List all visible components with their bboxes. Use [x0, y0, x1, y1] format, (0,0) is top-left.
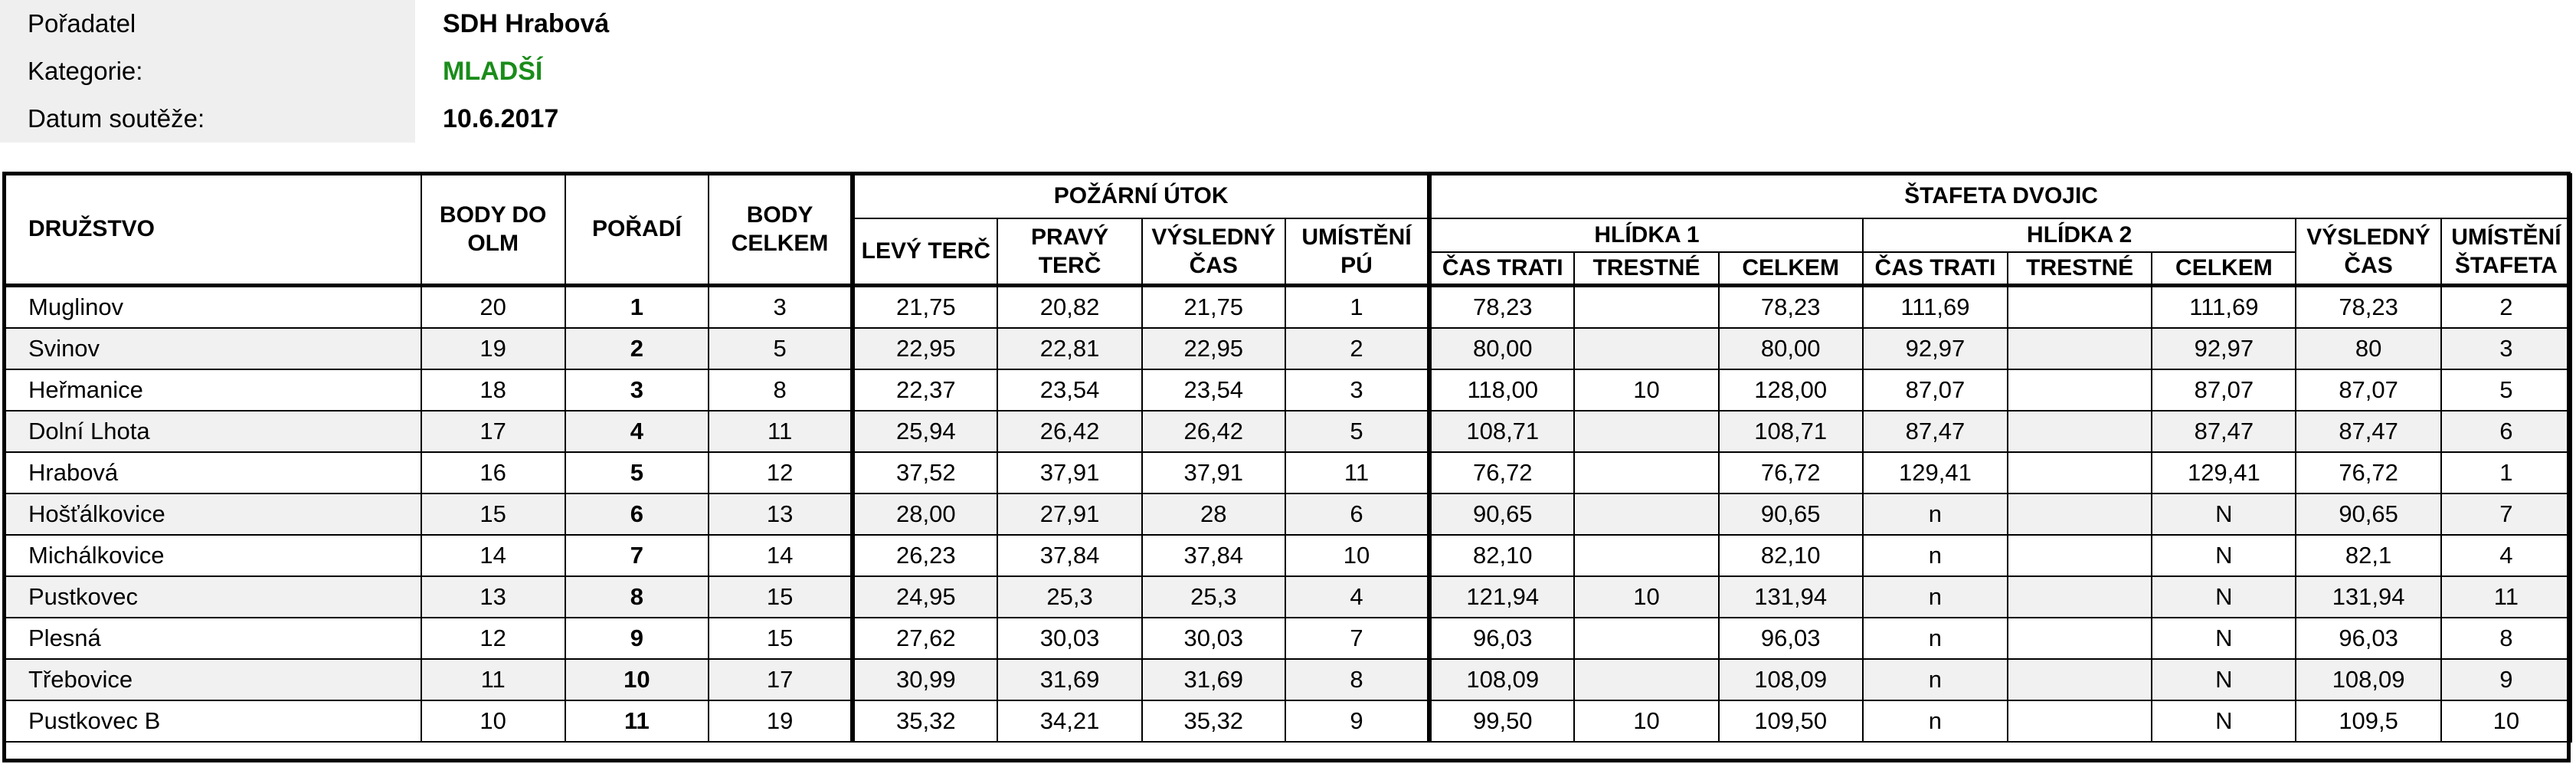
cell-levy-terc: 22,95: [853, 328, 997, 369]
cell-vysledny-cas: 25,3: [1142, 576, 1285, 618]
category-label: Kategorie:: [0, 48, 415, 95]
cell-vysledny-cas: 37,84: [1142, 535, 1285, 576]
cell-h2-cas-trati: n: [1863, 700, 2008, 742]
cell-h1-celkem: 128,00: [1719, 369, 1863, 411]
cell-stafeta-vysledny-cas: 76,72: [2296, 452, 2440, 493]
cell-body-olm: 15: [421, 493, 565, 535]
header-umisteni-stafeta: UMÍSTĚNÍ ŠTAFETA: [2441, 218, 2571, 286]
table-row: [5, 493, 2571, 535]
cell-poradi: 4: [565, 411, 709, 452]
cell-h2-cas-trati: n: [1863, 535, 2008, 576]
cell-team: Pustkovec: [5, 576, 421, 618]
cell-umisteni-stafeta: 4: [2441, 535, 2571, 576]
cell-poradi: 5: [565, 452, 709, 493]
cell-pravy-terc: 25,3: [997, 576, 1141, 618]
cell-poradi: 9: [565, 618, 709, 659]
cell-umisteni-stafeta: 3: [2441, 328, 2571, 369]
cell-h2-cas-trati: 92,97: [1863, 328, 2008, 369]
cell-body-olm: 11: [421, 659, 565, 700]
cell-stafeta-vysledny-cas: 109,5: [2296, 700, 2440, 742]
cell-h2-cas-trati: n: [1863, 576, 2008, 618]
cell-h2-cas-trati: 111,69: [1863, 286, 2008, 329]
cell-h1-trestne: [1574, 411, 1718, 452]
cell-poradi: 10: [565, 659, 709, 700]
cell-h1-trestne: [1574, 286, 1718, 329]
competition-info: [0, 0, 628, 143]
header-h1-cas-trati: ČAS TRATI: [1429, 252, 1574, 286]
cell-h1-trestne: [1574, 328, 1718, 369]
cell-umisteni-pu: 11: [1285, 452, 1429, 493]
cell-body-olm: 14: [421, 535, 565, 576]
cell-team: Michálkovice: [5, 535, 421, 576]
cell-levy-terc: 37,52: [853, 452, 997, 493]
cell-pravy-terc: 37,91: [997, 452, 1141, 493]
cell-h1-trestne: 10: [1574, 576, 1718, 618]
cell-umisteni-stafeta: 6: [2441, 411, 2571, 452]
cell-h2-cas-trati: n: [1863, 493, 2008, 535]
table-row: [5, 618, 2571, 659]
cell-stafeta-vysledny-cas: 131,94: [2296, 576, 2440, 618]
cell-h1-trestne: 10: [1574, 369, 1718, 411]
cell-levy-terc: 35,32: [853, 700, 997, 742]
cell-h2-cas-trati: 87,47: [1863, 411, 2008, 452]
cell-h1-trestne: [1574, 452, 1718, 493]
cell-poradi: 7: [565, 535, 709, 576]
cell-h1-celkem: 108,71: [1719, 411, 1863, 452]
cell-h1-celkem: 90,65: [1719, 493, 1863, 535]
header-stafeta-dvojic: ŠTAFETA DVOJIC: [1429, 174, 2571, 218]
cell-team: Třebovice: [5, 659, 421, 700]
cell-h2-celkem: N: [2152, 493, 2296, 535]
cell-pravy-terc: 26,42: [997, 411, 1141, 452]
cell-h2-trestne: [2008, 411, 2152, 452]
cell-h2-trestne: [2008, 576, 2152, 618]
header-stafeta-vysledny-cas: VÝSLEDNÝ ČAS: [2296, 218, 2440, 286]
cell-team: Hošťálkovice: [5, 493, 421, 535]
cell-h1-celkem: 108,09: [1719, 659, 1863, 700]
cell-body-olm: 10: [421, 700, 565, 742]
cell-umisteni-pu: 2: [1285, 328, 1429, 369]
cell-body-celkem: 15: [709, 618, 853, 659]
header-h2-cas-trati: ČAS TRATI: [1863, 252, 2008, 286]
cell-team: Pustkovec B: [5, 700, 421, 742]
date-value: 10.6.2017: [443, 103, 559, 133]
cell-team: Dolní Lhota: [5, 411, 421, 452]
cell-umisteni-pu: 6: [1285, 493, 1429, 535]
cell-h2-trestne: [2008, 369, 2152, 411]
cell-umisteni-pu: 1: [1285, 286, 1429, 329]
cell-h1-celkem: 82,10: [1719, 535, 1863, 576]
cell-h2-trestne: [2008, 700, 2152, 742]
cell-h1-celkem: 131,94: [1719, 576, 1863, 618]
cell-h1-trestne: [1574, 618, 1718, 659]
cell-team: Svinov: [5, 328, 421, 369]
cell-stafeta-vysledny-cas: 96,03: [2296, 618, 2440, 659]
cell-h1-cas-trati: 108,09: [1429, 659, 1574, 700]
cell-umisteni-stafeta: 2: [2441, 286, 2571, 329]
header-poradi: POŘADÍ: [565, 174, 709, 286]
header-pravy-terc: PRAVÝ TERČ: [997, 218, 1141, 286]
cell-umisteni-stafeta: 1: [2441, 452, 2571, 493]
table-row: [5, 328, 2571, 369]
cell-vysledny-cas: 35,32: [1142, 700, 1285, 742]
cell-umisteni-stafeta: 7: [2441, 493, 2571, 535]
header-body-olm: BODY DO OLM: [421, 174, 565, 286]
cell-h1-trestne: [1574, 535, 1718, 576]
cell-h2-celkem: N: [2152, 535, 2296, 576]
cell-levy-terc: 24,95: [853, 576, 997, 618]
cell-h2-celkem: 87,07: [2152, 369, 2296, 411]
cell-body-olm: 16: [421, 452, 565, 493]
cell-umisteni-stafeta: 8: [2441, 618, 2571, 659]
cell-h1-trestne: [1574, 659, 1718, 700]
cell-levy-terc: 21,75: [853, 286, 997, 329]
cell-umisteni-pu: 7: [1285, 618, 1429, 659]
cell-h1-trestne: 10: [1574, 700, 1718, 742]
cell-body-olm: 17: [421, 411, 565, 452]
cell-body-celkem: 17: [709, 659, 853, 700]
cell-umisteni-pu: 9: [1285, 700, 1429, 742]
cell-body-celkem: 5: [709, 328, 853, 369]
header-pozarni-utok: POŽÁRNÍ ÚTOK: [853, 174, 1429, 218]
header-team: DRUŽSTVO: [5, 174, 421, 286]
cell-umisteni-stafeta: 5: [2441, 369, 2571, 411]
cell-h1-cas-trati: 108,71: [1429, 411, 1574, 452]
organizer-label: Pořadatel: [0, 0, 415, 48]
cell-body-celkem: 13: [709, 493, 853, 535]
cell-levy-terc: 26,23: [853, 535, 997, 576]
cell-h2-celkem: N: [2152, 659, 2296, 700]
cell-h2-trestne: [2008, 328, 2152, 369]
cell-h2-celkem: 129,41: [2152, 452, 2296, 493]
cell-vysledny-cas: 28: [1142, 493, 1285, 535]
cell-h2-celkem: N: [2152, 700, 2296, 742]
cell-body-olm: 18: [421, 369, 565, 411]
cell-body-celkem: 14: [709, 535, 853, 576]
cell-h1-cas-trati: 78,23: [1429, 286, 1574, 329]
cell-pravy-terc: 31,69: [997, 659, 1141, 700]
cell-vysledny-cas: 21,75: [1142, 286, 1285, 329]
table-row: [5, 700, 2571, 742]
organizer-row: [0, 0, 628, 48]
cell-h1-cas-trati: 82,10: [1429, 535, 1574, 576]
cell-h1-cas-trati: 96,03: [1429, 618, 1574, 659]
cell-h2-cas-trati: 129,41: [1863, 452, 2008, 493]
cell-h2-cas-trati: n: [1863, 659, 2008, 700]
cell-body-celkem: 8: [709, 369, 853, 411]
organizer-value: SDH Hrabová: [443, 8, 610, 38]
category-row: [0, 48, 628, 95]
cell-h2-cas-trati: n: [1863, 618, 2008, 659]
cell-h2-celkem: N: [2152, 576, 2296, 618]
cell-umisteni-pu: 10: [1285, 535, 1429, 576]
table-row: [5, 576, 2571, 618]
header-h2-celkem: CELKEM: [2152, 252, 2296, 286]
cell-pravy-terc: 37,84: [997, 535, 1141, 576]
cell-umisteni-pu: 8: [1285, 659, 1429, 700]
cell-h1-celkem: 109,50: [1719, 700, 1863, 742]
cell-stafeta-vysledny-cas: 87,47: [2296, 411, 2440, 452]
cell-body-celkem: 12: [709, 452, 853, 493]
cell-h1-cas-trati: 121,94: [1429, 576, 1574, 618]
header-hlidka1: HLÍDKA 1: [1429, 218, 1863, 252]
cell-vysledny-cas: 30,03: [1142, 618, 1285, 659]
cell-umisteni-pu: 4: [1285, 576, 1429, 618]
cell-stafeta-vysledny-cas: 80: [2296, 328, 2440, 369]
cell-levy-terc: 22,37: [853, 369, 997, 411]
cell-h2-celkem: 87,47: [2152, 411, 2296, 452]
cell-body-olm: 12: [421, 618, 565, 659]
cell-umisteni-pu: 5: [1285, 411, 1429, 452]
cell-stafeta-vysledny-cas: 87,07: [2296, 369, 2440, 411]
cell-vysledny-cas: 31,69: [1142, 659, 1285, 700]
cell-h1-cas-trati: 99,50: [1429, 700, 1574, 742]
cell-team: Plesná: [5, 618, 421, 659]
date-label: Datum soutěže:: [0, 95, 415, 143]
cell-h1-celkem: 96,03: [1719, 618, 1863, 659]
cell-pravy-terc: 27,91: [997, 493, 1141, 535]
header-h1-trestne: TRESTNÉ: [1574, 252, 1718, 286]
cell-pravy-terc: 22,81: [997, 328, 1141, 369]
cell-body-celkem: 19: [709, 700, 853, 742]
cell-pravy-terc: 30,03: [997, 618, 1141, 659]
cell-h1-cas-trati: 90,65: [1429, 493, 1574, 535]
cell-h2-trestne: [2008, 286, 2152, 329]
cell-h1-celkem: 78,23: [1719, 286, 1863, 329]
cell-h2-celkem: 92,97: [2152, 328, 2296, 369]
cell-stafeta-vysledny-cas: 78,23: [2296, 286, 2440, 329]
cell-umisteni-stafeta: 10: [2441, 700, 2571, 742]
category-value: MLADŠÍ: [443, 56, 543, 86]
table-row: [5, 452, 2571, 493]
cell-h1-cas-trati: 118,00: [1429, 369, 1574, 411]
table-row: [5, 659, 2571, 700]
header-h1-celkem: CELKEM: [1719, 252, 1863, 286]
header-hlidka2: HLÍDKA 2: [1863, 218, 2296, 252]
cell-pravy-terc: 23,54: [997, 369, 1141, 411]
header-levy-terc: LEVÝ TERČ: [853, 218, 997, 286]
cell-h2-cas-trati: 87,07: [1863, 369, 2008, 411]
table-row: [5, 535, 2571, 576]
cell-h2-trestne: [2008, 659, 2152, 700]
cell-vysledny-cas: 22,95: [1142, 328, 1285, 369]
cell-poradi: 3: [565, 369, 709, 411]
results-table: [4, 173, 2572, 743]
cell-vysledny-cas: 37,91: [1142, 452, 1285, 493]
table-row: [5, 286, 2571, 329]
cell-stafeta-vysledny-cas: 90,65: [2296, 493, 2440, 535]
cell-h2-trestne: [2008, 493, 2152, 535]
cell-stafeta-vysledny-cas: 108,09: [2296, 659, 2440, 700]
cell-h2-celkem: 111,69: [2152, 286, 2296, 329]
header-umisteni-pu: UMÍSTĚNÍ PÚ: [1285, 218, 1429, 286]
cell-levy-terc: 30,99: [853, 659, 997, 700]
cell-vysledny-cas: 23,54: [1142, 369, 1285, 411]
header-h2-trestne: TRESTNÉ: [2008, 252, 2152, 286]
cell-poradi: 1: [565, 286, 709, 329]
cell-team: Heřmanice: [5, 369, 421, 411]
cell-h1-trestne: [1574, 493, 1718, 535]
cell-umisteni-stafeta: 9: [2441, 659, 2571, 700]
cell-body-olm: 19: [421, 328, 565, 369]
header-vysledny-cas: VÝSLEDNÝ ČAS: [1142, 218, 1285, 286]
table-row: [5, 369, 2571, 411]
cell-h1-celkem: 76,72: [1719, 452, 1863, 493]
cell-body-olm: 13: [421, 576, 565, 618]
cell-h1-cas-trati: 76,72: [1429, 452, 1574, 493]
table-row: [5, 411, 2571, 452]
cell-levy-terc: 28,00: [853, 493, 997, 535]
cell-h2-trestne: [2008, 452, 2152, 493]
cell-stafeta-vysledny-cas: 82,1: [2296, 535, 2440, 576]
cell-poradi: 11: [565, 700, 709, 742]
results-body: [5, 286, 2571, 743]
cell-h1-celkem: 80,00: [1719, 328, 1863, 369]
cell-team: Muglinov: [5, 286, 421, 329]
cell-h2-trestne: [2008, 535, 2152, 576]
cell-body-celkem: 3: [709, 286, 853, 329]
cell-levy-terc: 25,94: [853, 411, 997, 452]
cell-body-celkem: 15: [709, 576, 853, 618]
cell-umisteni-pu: 3: [1285, 369, 1429, 411]
cell-levy-terc: 27,62: [853, 618, 997, 659]
cell-poradi: 6: [565, 493, 709, 535]
cell-team: Hrabová: [5, 452, 421, 493]
cell-pravy-terc: 20,82: [997, 286, 1141, 329]
cell-poradi: 2: [565, 328, 709, 369]
header-body-celkem: BODY CELKEM: [709, 174, 853, 286]
cell-body-olm: 20: [421, 286, 565, 329]
cell-h2-trestne: [2008, 618, 2152, 659]
cell-h1-cas-trati: 80,00: [1429, 328, 1574, 369]
cell-poradi: 8: [565, 576, 709, 618]
cell-h2-celkem: N: [2152, 618, 2296, 659]
cell-umisteni-stafeta: 11: [2441, 576, 2571, 618]
cell-body-celkem: 11: [709, 411, 853, 452]
cell-vysledny-cas: 26,42: [1142, 411, 1285, 452]
cell-pravy-terc: 34,21: [997, 700, 1141, 742]
date-row: [0, 95, 628, 143]
